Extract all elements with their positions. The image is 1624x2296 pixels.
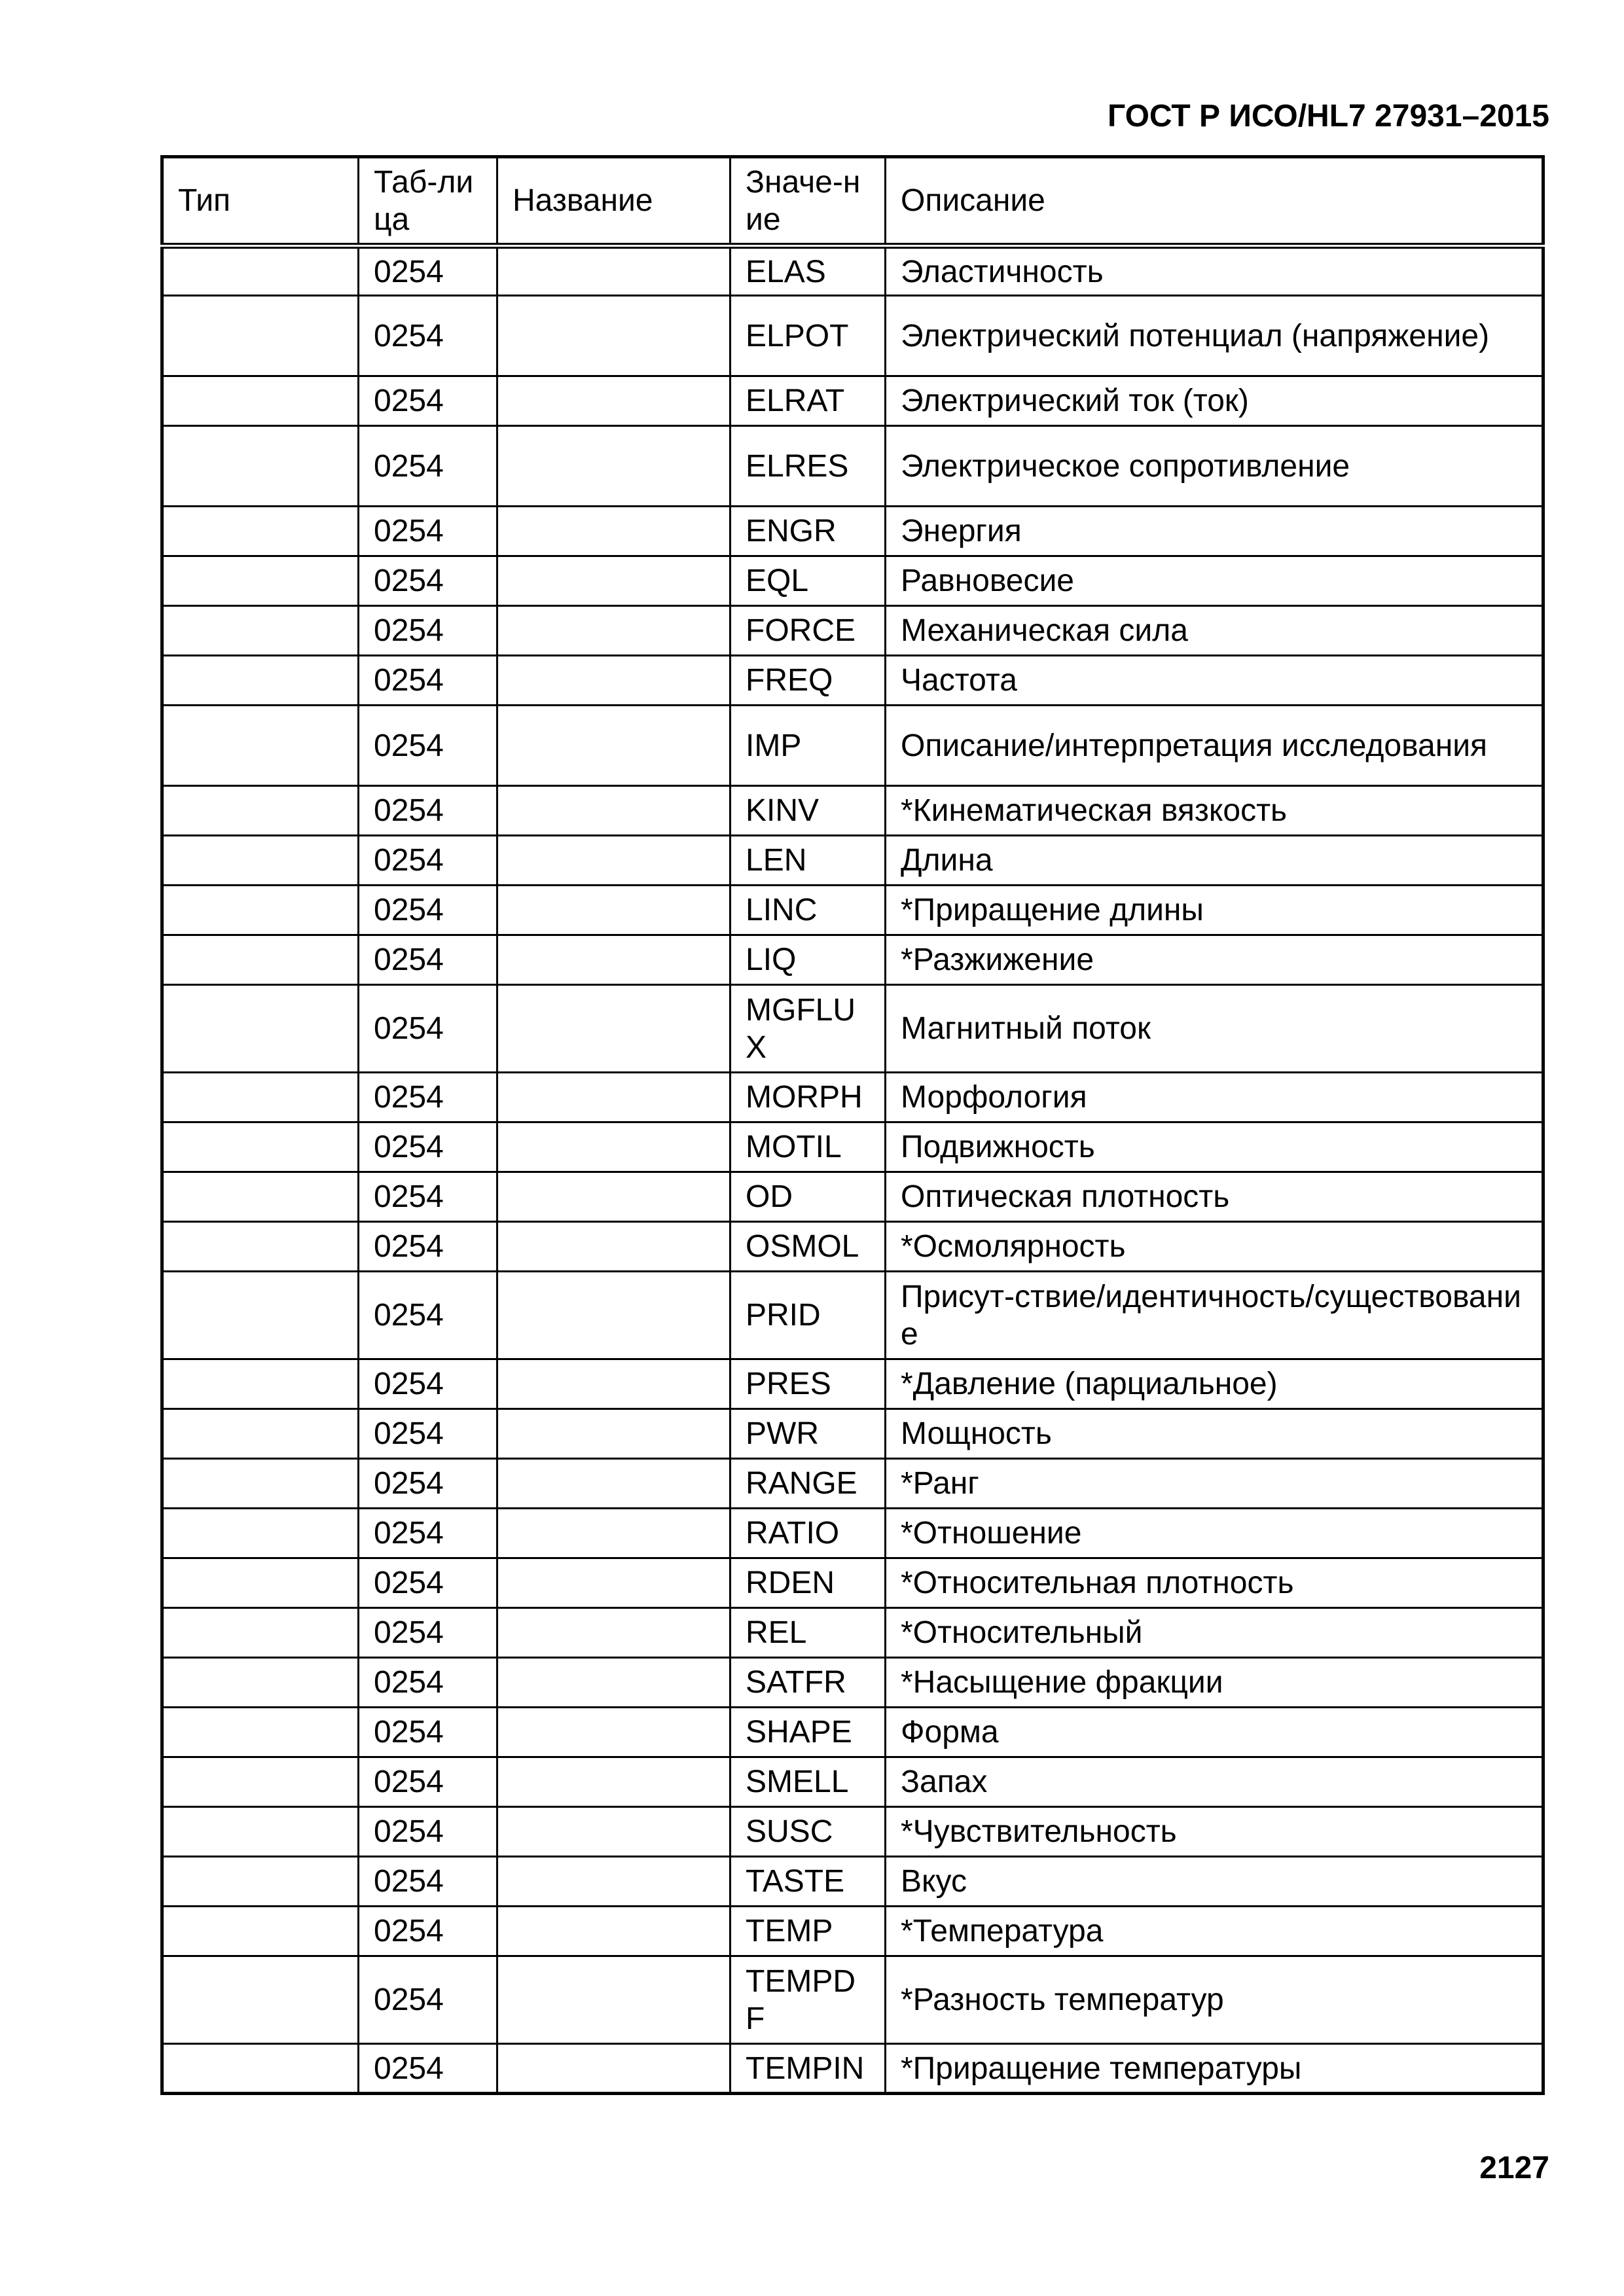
cell-table: 0254 (359, 1272, 497, 1359)
table-row (162, 507, 1543, 556)
cell-name (497, 376, 731, 426)
cell-name (497, 606, 731, 656)
cell-name (497, 556, 731, 606)
cell-value: PRES (731, 1359, 886, 1409)
table-row (162, 1907, 1543, 1956)
table-row (162, 656, 1543, 706)
cell-description: *Отношение (886, 1509, 1543, 1558)
cell-description: *Приращение длины (886, 886, 1543, 935)
cell-type (162, 1956, 359, 2044)
cell-description: *Насыщение фракции (886, 1658, 1543, 1708)
column-header-name: Название (497, 157, 731, 246)
cell-description: *Приращение температуры (886, 2044, 1543, 2094)
cell-table: 0254 (359, 606, 497, 656)
table-row (162, 786, 1543, 836)
cell-description: Запах (886, 1757, 1543, 1807)
cell-description: Энергия (886, 507, 1543, 556)
cell-type (162, 1608, 359, 1658)
cell-type (162, 1222, 359, 1272)
cell-description: Мощность (886, 1409, 1543, 1459)
cell-name (497, 1558, 731, 1608)
cell-table: 0254 (359, 1807, 497, 1857)
table-row (162, 1122, 1543, 1172)
cell-table: 0254 (359, 935, 497, 985)
cell-name (497, 786, 731, 836)
cell-table: 0254 (359, 786, 497, 836)
cell-value: TASTE (731, 1857, 886, 1907)
cell-description: *Разжижение (886, 935, 1543, 985)
cell-table: 0254 (359, 1222, 497, 1272)
cell-name (497, 1272, 731, 1359)
cell-type (162, 426, 359, 507)
cell-type (162, 935, 359, 985)
cell-name (497, 1757, 731, 1807)
cell-name (497, 1608, 731, 1658)
table-row (162, 1608, 1543, 1658)
table-body (162, 246, 1543, 2094)
cell-type (162, 246, 359, 296)
code-table (160, 155, 1545, 2095)
cell-type (162, 2044, 359, 2094)
cell-description: Механическая сила (886, 606, 1543, 656)
cell-value: ELRES (731, 426, 886, 507)
cell-name (497, 507, 731, 556)
cell-description: Эластичность (886, 246, 1543, 296)
cell-type (162, 556, 359, 606)
cell-table: 0254 (359, 1172, 497, 1222)
cell-type (162, 1359, 359, 1409)
cell-table: 0254 (359, 1956, 497, 2044)
cell-description: Длина (886, 836, 1543, 886)
cell-type (162, 1172, 359, 1222)
cell-name (497, 1807, 731, 1857)
cell-description: Подвижность (886, 1122, 1543, 1172)
cell-description: *Относительная плотность (886, 1558, 1543, 1608)
table-row (162, 556, 1543, 606)
cell-value: ELAS (731, 246, 886, 296)
cell-value: SATFR (731, 1658, 886, 1708)
cell-value: OSMOL (731, 1222, 886, 1272)
cell-name (497, 426, 731, 507)
cell-description: Частота (886, 656, 1543, 706)
cell-value: REL (731, 1608, 886, 1658)
cell-description: Электрический ток (ток) (886, 376, 1543, 426)
cell-table: 0254 (359, 1558, 497, 1608)
cell-value: ENGR (731, 507, 886, 556)
cell-name (497, 886, 731, 935)
table-row (162, 1272, 1543, 1359)
table-row (162, 426, 1543, 507)
table-row (162, 836, 1543, 886)
cell-table: 0254 (359, 1122, 497, 1172)
cell-name (497, 1907, 731, 1956)
cell-value: RATIO (731, 1509, 886, 1558)
cell-name (497, 246, 731, 296)
cell-table: 0254 (359, 1459, 497, 1509)
cell-table: 0254 (359, 1708, 497, 1757)
cell-description: Магнитный поток (886, 985, 1543, 1073)
cell-table: 0254 (359, 706, 497, 786)
cell-type (162, 1708, 359, 1757)
table-row (162, 606, 1543, 656)
cell-value: TEMPIN (731, 2044, 886, 2094)
column-header-type: Тип (162, 157, 359, 246)
cell-description: *Разность температур (886, 1956, 1543, 2044)
cell-value: LIQ (731, 935, 886, 985)
table-row (162, 1359, 1543, 1409)
cell-description: Описание/интерпретация исследования (886, 706, 1543, 786)
cell-value: PWR (731, 1409, 886, 1459)
cell-table: 0254 (359, 1757, 497, 1807)
cell-type (162, 1658, 359, 1708)
table-row (162, 1409, 1543, 1459)
table-row (162, 886, 1543, 935)
cell-description: Равновесие (886, 556, 1543, 606)
cell-type (162, 1409, 359, 1459)
cell-value: RDEN (731, 1558, 886, 1608)
cell-description: *Относительный (886, 1608, 1543, 1658)
cell-table: 0254 (359, 1073, 497, 1122)
cell-name (497, 1409, 731, 1459)
cell-name (497, 1222, 731, 1272)
table-row (162, 1073, 1543, 1122)
table-row (162, 296, 1543, 376)
cell-value: ELRAT (731, 376, 886, 426)
cell-value: KINV (731, 786, 886, 836)
table-row (162, 935, 1543, 985)
table-row (162, 1658, 1543, 1708)
cell-value: OD (731, 1172, 886, 1222)
cell-table: 0254 (359, 1608, 497, 1658)
cell-type (162, 1272, 359, 1359)
cell-value: FREQ (731, 656, 886, 706)
cell-type (162, 1509, 359, 1558)
cell-name (497, 1956, 731, 2044)
cell-type (162, 1459, 359, 1509)
cell-description: *Чувствительность (886, 1807, 1543, 1857)
cell-type (162, 656, 359, 706)
table-row (162, 1807, 1543, 1857)
cell-table: 0254 (359, 246, 497, 296)
table-row (162, 1509, 1543, 1558)
cell-table: 0254 (359, 1658, 497, 1708)
cell-value: RANGE (731, 1459, 886, 1509)
cell-value: SMELL (731, 1757, 886, 1807)
cell-name (497, 1122, 731, 1172)
cell-table: 0254 (359, 1409, 497, 1459)
cell-value: SHAPE (731, 1708, 886, 1757)
cell-table: 0254 (359, 2044, 497, 2094)
cell-name (497, 296, 731, 376)
cell-value: PRID (731, 1272, 886, 1359)
cell-table: 0254 (359, 556, 497, 606)
cell-type (162, 1907, 359, 1956)
table-row (162, 1459, 1543, 1509)
table-row (162, 2044, 1543, 2094)
cell-type (162, 1807, 359, 1857)
cell-value: MGFLUX (731, 985, 886, 1073)
cell-table: 0254 (359, 376, 497, 426)
cell-description: Оптическая плотность (886, 1172, 1543, 1222)
cell-value: TEMP (731, 1907, 886, 1956)
cell-type (162, 985, 359, 1073)
table-row (162, 1222, 1543, 1272)
cell-table: 0254 (359, 656, 497, 706)
cell-name (497, 1359, 731, 1409)
page-number: 2127 (1479, 2151, 1549, 2185)
column-header-table: Таб-лица (359, 157, 497, 246)
cell-description: Электрическое сопротивление (886, 426, 1543, 507)
cell-type (162, 296, 359, 376)
table-row (162, 706, 1543, 786)
cell-table: 0254 (359, 426, 497, 507)
cell-value: TEMPDF (731, 1956, 886, 2044)
cell-type (162, 1857, 359, 1907)
table-row (162, 1757, 1543, 1807)
cell-table: 0254 (359, 507, 497, 556)
cell-description: Морфология (886, 1073, 1543, 1122)
cell-table: 0254 (359, 1857, 497, 1907)
cell-name (497, 935, 731, 985)
cell-table: 0254 (359, 836, 497, 886)
table-row (162, 985, 1543, 1073)
cell-type (162, 606, 359, 656)
cell-description: Форма (886, 1708, 1543, 1757)
cell-table: 0254 (359, 985, 497, 1073)
column-header-value: Значе-ние (731, 157, 886, 246)
cell-name (497, 1509, 731, 1558)
cell-description: *Температура (886, 1907, 1543, 1956)
column-header-description: Описание (886, 157, 1543, 246)
cell-name (497, 1172, 731, 1222)
table-row (162, 376, 1543, 426)
cell-value: MORPH (731, 1073, 886, 1122)
cell-value: SUSC (731, 1807, 886, 1857)
cell-name (497, 1658, 731, 1708)
cell-name (497, 2044, 731, 2094)
table-row (162, 246, 1543, 296)
cell-name (497, 985, 731, 1073)
cell-description: *Давление (парциальное) (886, 1359, 1543, 1409)
cell-description: Присут-ствие/идентичность/существование (886, 1272, 1543, 1359)
cell-table: 0254 (359, 296, 497, 376)
cell-table: 0254 (359, 1509, 497, 1558)
table-row (162, 1857, 1543, 1907)
cell-table: 0254 (359, 1907, 497, 1956)
cell-value: LINC (731, 886, 886, 935)
cell-name (497, 706, 731, 786)
cell-type (162, 1073, 359, 1122)
cell-type (162, 376, 359, 426)
table-row (162, 1172, 1543, 1222)
document-header-standard: ГОСТ Р ИСО/HL7 27931–2015 (1108, 99, 1549, 134)
table-row (162, 1708, 1543, 1757)
cell-value: ELPOT (731, 296, 886, 376)
table-row (162, 1558, 1543, 1608)
cell-type (162, 1558, 359, 1608)
cell-description: Электрический потенциал (напряжение) (886, 296, 1543, 376)
cell-name (497, 836, 731, 886)
cell-type (162, 786, 359, 836)
cell-type (162, 836, 359, 886)
table-header (162, 157, 1543, 246)
cell-description: Вкус (886, 1857, 1543, 1907)
cell-type (162, 507, 359, 556)
cell-type (162, 1757, 359, 1807)
cell-table: 0254 (359, 886, 497, 935)
cell-name (497, 1857, 731, 1907)
cell-description: *Кинематическая вязкость (886, 786, 1543, 836)
cell-name (497, 1459, 731, 1509)
cell-value: EQL (731, 556, 886, 606)
cell-value: LEN (731, 836, 886, 886)
cell-type (162, 1122, 359, 1172)
cell-description: *Ранг (886, 1459, 1543, 1509)
cell-name (497, 656, 731, 706)
cell-name (497, 1708, 731, 1757)
cell-value: IMP (731, 706, 886, 786)
cell-value: MOTIL (731, 1122, 886, 1172)
cell-table: 0254 (359, 1359, 497, 1409)
table-row (162, 1956, 1543, 2044)
cell-value: FORCE (731, 606, 886, 656)
cell-description: *Осмолярность (886, 1222, 1543, 1272)
cell-type (162, 706, 359, 786)
cell-type (162, 886, 359, 935)
cell-name (497, 1073, 731, 1122)
